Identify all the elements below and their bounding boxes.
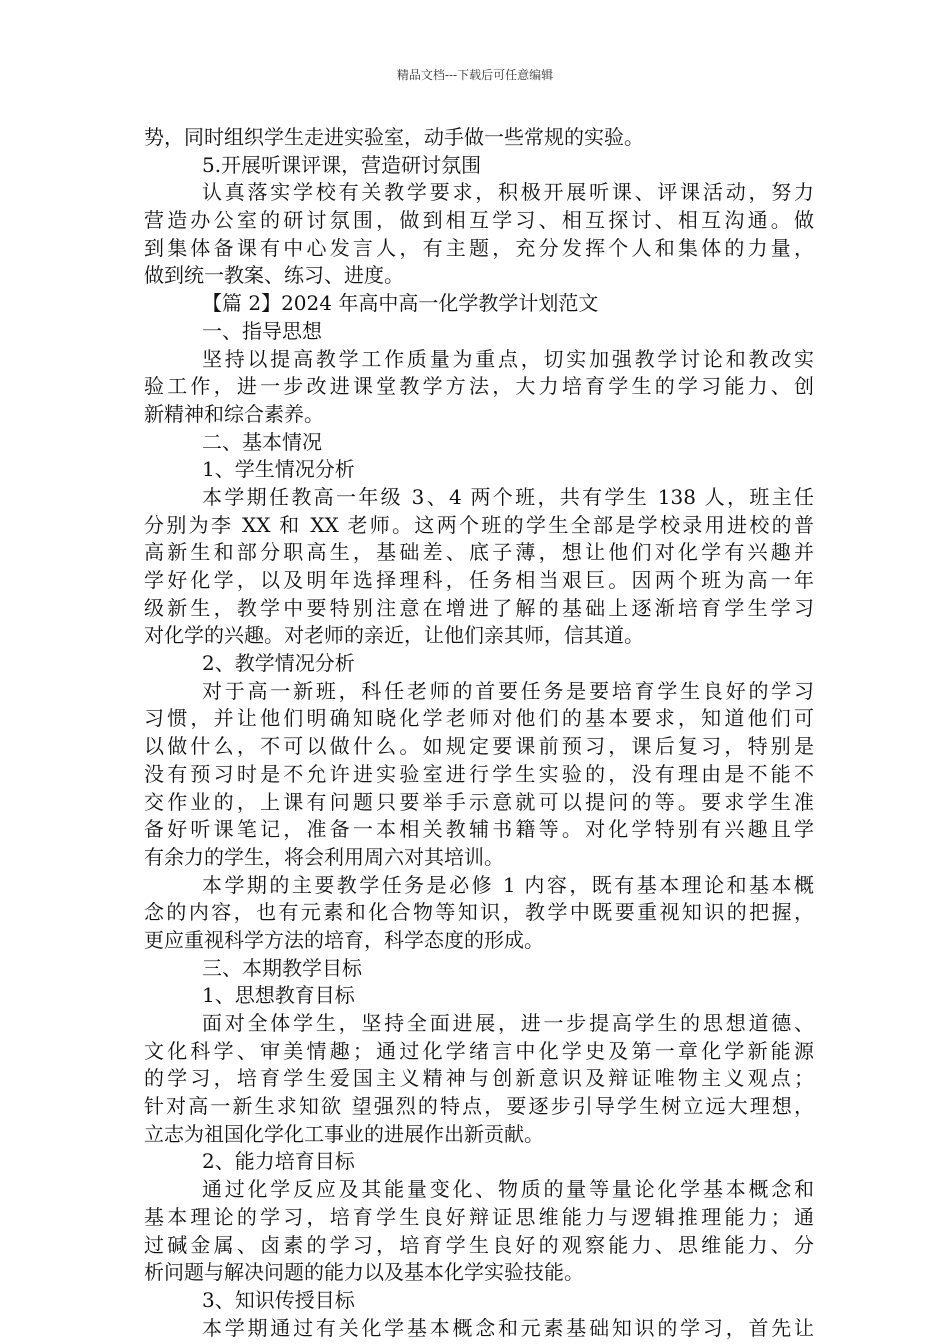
text-line: 级新生，教学中要特别注意在增进了解的基础上逐渐培育学生学习 <box>144 595 814 620</box>
text-line: 文化科学、审美情趣；通过化学绪言中化学史及第一章化学新能源 <box>144 1038 814 1063</box>
text-line: 2、能力培育目标 <box>202 1149 355 1174</box>
text-line: 针对高一新生求知欲 望强烈的特点，要逐步引导学生树立远大理想， <box>144 1094 814 1119</box>
text-line: 对化学的兴趣。对老师的亲近，让他们亲其师，信其道。 <box>144 623 644 648</box>
text-line: 一、指导思想 <box>202 318 322 343</box>
text-line: 习惯，并让他们明确知晓化学老师对他们的基本要求，知道他们可 <box>144 706 814 731</box>
text-line: 析问题与解决问题的能力以及基本化学实验技能。 <box>144 1260 584 1285</box>
text-line: 势，同时组织学生走进实验室，动手做一些常规的实验。 <box>144 125 644 149</box>
text-line: 到集体备课有中心发言人，有主题，充分发挥个人和集体的力量， <box>144 235 814 260</box>
text-line: 坚持以提高教学工作质量为重点，切实加强教学讨论和教改实 <box>202 346 814 371</box>
text-line: 1、思想教育目标 <box>202 983 355 1008</box>
text-line: 二、基本情况 <box>202 429 322 454</box>
text-line: 本学期的主要教学任务是必修 1 内容，既有基本理论和基本概 <box>202 872 814 897</box>
text-line: 【篇 2】2024 年高中高一化学教学计划范文 <box>202 291 599 316</box>
text-line: 交作业的，上课有问题只要举手示意就可以提问的等。要求学生准 <box>144 789 814 814</box>
text-line: 以做什么，不可以做什么。如规定要课前预习，课后复习，特别是 <box>144 734 814 759</box>
text-line: 基本理论的学习，培育学生良好辩证思维能力与逻辑推理能力；通 <box>144 1204 814 1229</box>
text-line: 本学期任教高一年级 3、4 两个班，共有学生 138 人，班主任 <box>202 484 814 509</box>
text-line: 营造办公室的研讨氛围，做到相互学习、相互探讨、相互沟通。做 <box>144 208 814 233</box>
text-line: 新精神和综合素养。 <box>144 401 324 426</box>
text-line: 三、本期教学目标 <box>202 955 362 980</box>
text-line: 1、学生情况分析 <box>202 457 355 482</box>
text-line: 更应重视科学方法的培育，科学态度的形成。 <box>144 927 544 952</box>
text-line: 的学习，培育学生爱国主义精神与创新意识及辩证唯物主义观点； <box>144 1066 814 1091</box>
text-line: 没有预习时是不允许进实验室进行学生实验的，没有理由是不能不 <box>144 761 814 786</box>
text-line: 分别为李 XX 和 XX 老师。这两个班的学生全部是学校录用进校的普 <box>144 512 814 537</box>
text-line: 5.开展听课评课，营造研讨氛围 <box>202 152 482 177</box>
document-body <box>144 124 814 1342</box>
text-line: 学好化学，以及明年选择理科，任务相当艰巨。因两个班为高一年 <box>144 568 814 592</box>
text-line: 2、教学情况分析 <box>202 651 355 676</box>
text-line: 验工作，进一步改进课堂教学方法，大力培育学生的学习能力、创 <box>144 374 814 399</box>
text-line: 本学期通过有关化学基本概念和元素基础知识的学习，首先让 <box>202 1315 814 1340</box>
text-line: 认真落实学校有关教学要求，积极开展听课、评课活动，努力 <box>202 180 814 205</box>
text-line: 念的内容，也有元素和化合物等知识，教学中既要重视知识的把握， <box>144 900 814 925</box>
text-line: 高新生和部分职高生，基础差、底子薄，想让他们对化学有兴趣并 <box>144 540 814 565</box>
text-line: 通过化学反应及其能量变化、物质的量等量论化学基本概念和 <box>202 1177 814 1202</box>
text-line: 备好听课笔记，准备一本相关教辅书籍等。对化学特别有兴趣且学 <box>144 817 814 842</box>
text-line: 立志为祖国化学化工事业的进展作出新贡献。 <box>144 1121 544 1146</box>
text-line: 3、知识传授目标 <box>202 1287 355 1312</box>
page-header: 精品文档---下载后可任意编辑 <box>396 68 554 82</box>
text-line: 做到统一教案、练习、进度。 <box>144 263 404 288</box>
text-line: 对于高一新班，科任老师的首要任务是要培育学生良好的学习 <box>202 678 814 703</box>
text-line: 面对全体学生，坚持全面进展，进一步提高学生的思想道德、 <box>202 1011 814 1035</box>
text-line: 有余力的学生，将会利用周六对其培训。 <box>144 844 504 869</box>
text-line: 过碱金属、卤素的学习，培育学生良好的观察能力、思维能力、分 <box>144 1232 814 1257</box>
